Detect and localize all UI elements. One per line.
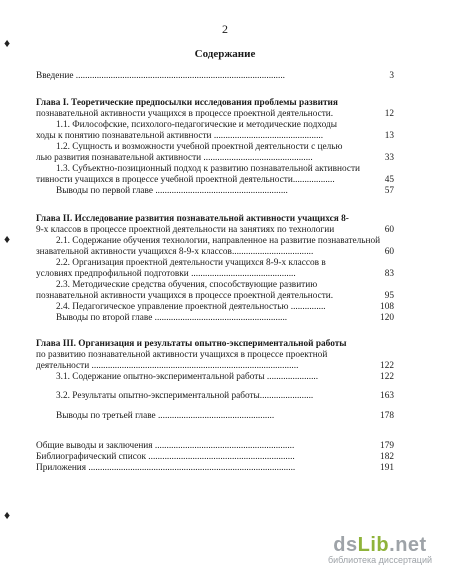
margin-mark: ♦ <box>4 36 11 50</box>
toc-entry[interactable] <box>36 339 394 350</box>
toc-entry-page: 120 <box>380 313 394 323</box>
toc-entry-text: познавательной активности учащихся в процессе проектной деятельности. <box>36 109 334 119</box>
toc-entry-page: 95 <box>384 291 394 301</box>
toc-entry-text: 9-х классов в процессе проектной деятельности на занятиях по технологии <box>36 225 335 235</box>
dslib-watermark-logo[interactable] <box>320 534 440 565</box>
toc-entry-text: Приложения ......................................................................................... <box>36 463 296 473</box>
toc-entry[interactable] <box>36 131 394 142</box>
toc-entry[interactable] <box>36 98 394 109</box>
toc-entry-page: 3 <box>389 71 394 81</box>
toc-entry[interactable] <box>36 142 394 153</box>
toc-entry[interactable] <box>36 258 394 269</box>
toc-entry-text: 2.4. Педагогическое управление проектной деятельностью ............... <box>56 302 326 312</box>
toc-entry-text: Выводы по третьей главе .................................................. <box>56 411 275 421</box>
toc-entry-text: 2.3. Методические средства обучения, способствующие развитию <box>56 280 318 290</box>
toc-entry-text: 1.3. Субъектно-позиционный подход к развитию познавательной активности <box>56 164 361 174</box>
toc-entry-page: 12 <box>384 109 394 119</box>
toc-entry-page: 57 <box>384 186 394 196</box>
toc-entry[interactable] <box>36 350 394 361</box>
toc-entry[interactable] <box>36 269 394 280</box>
toc-entry-text: познавательной активности учащихся в процессе проектной деятельности. <box>36 291 334 301</box>
toc-entry-page: 60 <box>384 225 394 235</box>
toc-entry-text: по развитию познавательной активности учащихся в процессе проектной <box>36 350 328 360</box>
toc-entry-page: 108 <box>380 302 394 312</box>
toc-entry[interactable] <box>36 175 394 186</box>
toc-entry[interactable] <box>36 291 394 302</box>
toc-entry-text: Глава I. Теоретические предпосылки исследования проблемы развития <box>36 98 338 108</box>
toc-entry[interactable] <box>36 280 394 291</box>
margin-mark: ♦ <box>4 232 11 246</box>
toc-entry-page: 122 <box>380 372 394 382</box>
toc-entry-text: 3.2. Результаты опытно-экспериментальной работы....................... <box>56 391 314 401</box>
toc-heading: Содержание <box>194 48 256 60</box>
toc-entry-text: Общие выводы и заключения ............................................................ <box>36 441 295 451</box>
toc-entry[interactable] <box>36 452 394 463</box>
toc-entry-page: 179 <box>380 441 394 451</box>
toc-entry-text: 1.2. Сущность и возможности учебной проектной деятельности с целью <box>56 142 343 152</box>
toc-entry[interactable] <box>36 164 394 175</box>
toc-entry-page: 182 <box>380 452 394 462</box>
toc-entry-page: 60 <box>384 247 394 257</box>
toc-entry-page: 33 <box>384 153 394 163</box>
toc-entry-text: 3.1. Содержание опытно-экспериментальной работы ...................... <box>56 372 319 382</box>
toc-entry[interactable] <box>36 441 394 452</box>
toc-entry[interactable] <box>36 236 394 247</box>
toc-entry[interactable] <box>36 361 394 372</box>
toc-entry-text: Выводы по первой главе ......................................................... <box>56 186 288 196</box>
toc-entry[interactable] <box>36 391 394 402</box>
toc-entry-page: 45 <box>384 175 394 185</box>
toc-entry-page: 178 <box>380 411 394 421</box>
toc-entry[interactable] <box>36 313 394 324</box>
toc-entry[interactable] <box>36 109 394 120</box>
toc-entry-text: 1.1. Философские, психолого-педагогические и методические подходы <box>56 120 337 130</box>
toc-entry-text: Глава III. Организация и результаты опытно-экспериментальной работы <box>36 339 347 349</box>
toc-entry-text: 2.2. Организация проектной деятельности учащихся 8-9-х классов в <box>56 258 326 268</box>
toc-entry-text: Библиографический список ............................................................... <box>36 452 295 462</box>
toc-entry-page: 163 <box>380 391 394 401</box>
toc-entry-text: тивности учащихся в процессе учебной проектной деятельности.................. <box>36 175 335 185</box>
logo-wordmark: dsLib.net <box>333 534 427 556</box>
page-number: 2 <box>222 22 228 36</box>
toc-entry[interactable] <box>36 120 394 131</box>
toc-entry-text: 2.1. Содержание обучения технологии, направленное на развитие познавательной <box>56 236 381 246</box>
toc-entry-text: Выводы по второй главе ......................................................... <box>56 313 288 323</box>
toc-entry-page: 191 <box>380 463 394 473</box>
toc-entry[interactable] <box>36 247 394 258</box>
toc-entry-page: 122 <box>380 361 394 371</box>
toc-entry-text: Введение .......................................................................................... <box>36 71 285 81</box>
toc-entry-text: Глава II. Исследование развития познавательной активности учащихся 8- <box>36 214 349 224</box>
toc-entry-text: деятельности ......................................................................................... <box>36 361 299 371</box>
toc-entry[interactable] <box>36 225 394 236</box>
toc-entry-text: лью развития познавательной активности ............................................... <box>36 153 313 163</box>
toc-entry[interactable] <box>36 463 394 474</box>
toc-entry-text: знавательной активности учащихся 8-9-х классов................................... <box>36 247 314 257</box>
toc-entry[interactable] <box>36 71 394 82</box>
logo-subtitle: библиотека диссертаций <box>327 555 432 565</box>
toc-entry[interactable] <box>36 372 394 383</box>
toc-entry[interactable] <box>36 302 394 313</box>
toc-entry-text: условиях предпрофильной подготовки ............................................. <box>36 269 296 279</box>
toc-entry[interactable] <box>36 411 394 422</box>
toc-entry[interactable] <box>36 214 394 225</box>
margin-mark: ♦ <box>4 508 11 522</box>
toc-entry-text: ходы к понятию познавательной активности ............................................... <box>36 131 324 141</box>
toc-entry-page: 83 <box>384 269 394 279</box>
toc-entry[interactable] <box>36 153 394 164</box>
toc-entry-page: 13 <box>384 131 394 141</box>
toc-entry[interactable] <box>36 186 394 197</box>
